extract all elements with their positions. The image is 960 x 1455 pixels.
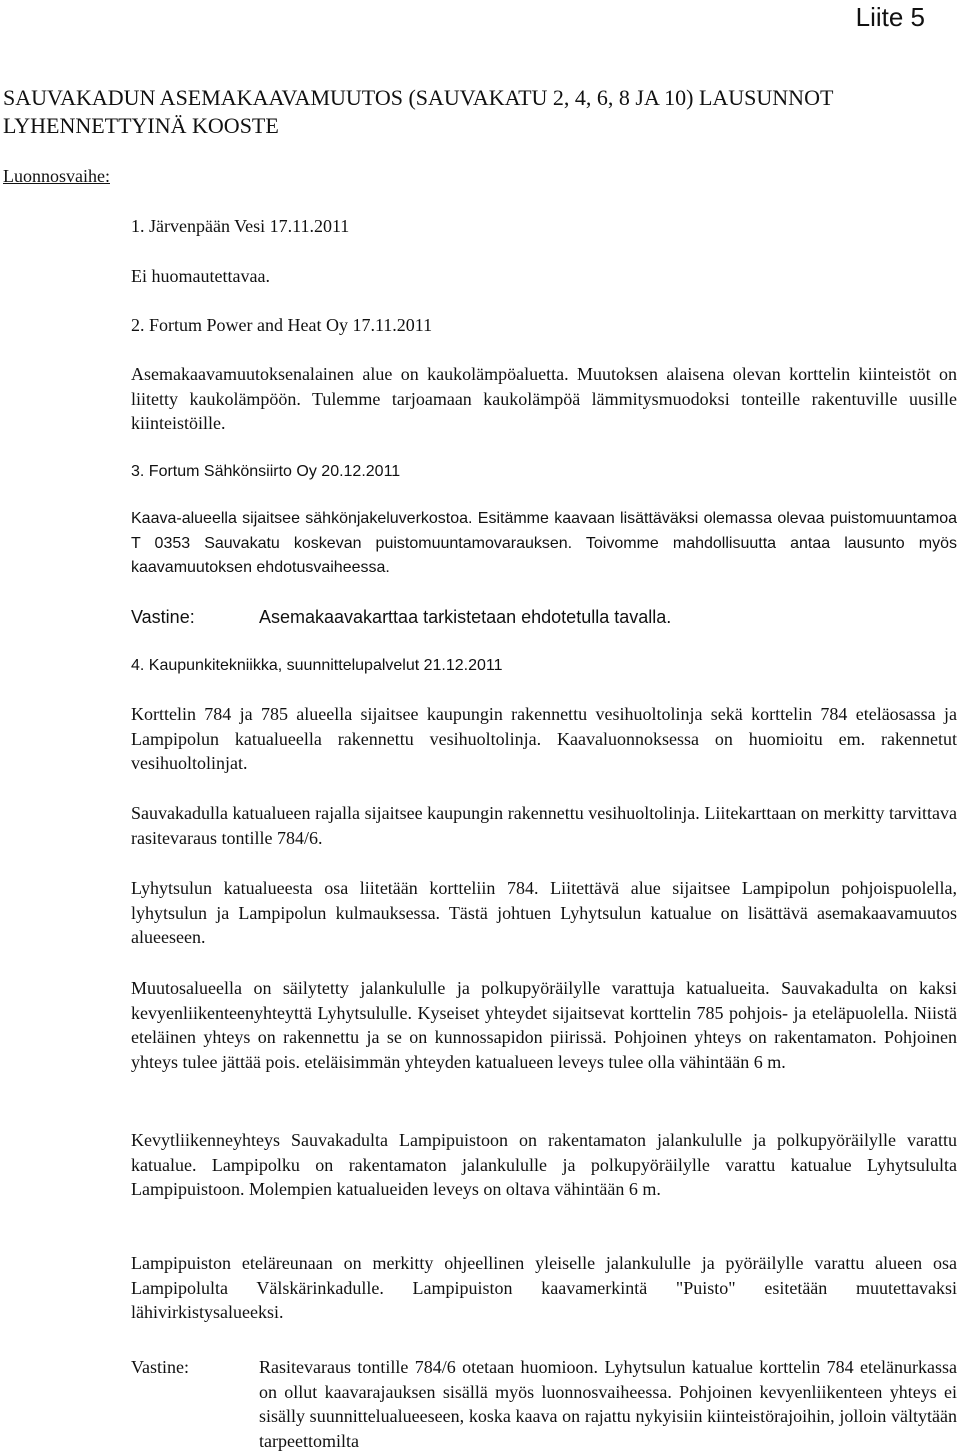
- appendix-number: Liite 5: [855, 2, 925, 32]
- statement-3-heading: 3. Fortum Sähkönsiirto Oy 20.12.2011: [131, 463, 401, 480]
- statement-4-reply-label: Vastine:: [131, 1357, 189, 1377]
- statement-4-reply: Rasitevaraus tontille 784/6 otetaan huomioon. Lyhytsulun katualue korttelin 784 etelänurkassa on ollut kaavarajauksen sisällä myös luonnosvaiheessa. Pohjoinen kevyenliikenteen yhteys ei sisälly suunnittelualueeseen, koska kaava on rajattu nykyisiin kiinteistörajoihin, jolloin vältytään tarpeettomilta: [259, 1357, 957, 1451]
- statement-1-text: Ei huomautettavaa.: [131, 266, 270, 286]
- statement-4-paragraph: Kevytliikenneyhteys Sauvakadulta Lampipuistoon on rakentamaton jalankululle ja polkupyöräilylle varattu katualue. Lampipolku on rakentamaton jalankululle ja polkupyöräilylle varattu katualue Lyhytsululta Lampipuistoon. Molempien katualueiden leveys on oltava vähintään 6 m.: [131, 1130, 957, 1199]
- document-title: SAUVAKADUN ASEMAKAAVAMUUTOS (SAUVAKATU 2, 4, 6, 8 JA 10) LAUSUNNOT LYHENNETTYINÄ KOOSTE: [3, 85, 833, 138]
- statement-4-paragraph: Korttelin 784 ja 785 alueella sijaitsee kaupungin rakennettu vesihuoltolinja sekä korttelin 784 eteläosassa ja Lampipolun katualueella rakennettu vesihuoltolinja. Kaavaluonnoksessa on huomioitu em. rakennetut vesihuoltolinjat.: [131, 704, 957, 773]
- statement-4-paragraph: Lyhytsulun katualueesta osa liitetään kortteliin 784. Liitettävä alue sijaitsee Lampipolun pohjoispuolella, lyhytsulun ja Lampipolun kulmauksessa. Tästä johtuen Lyhytsulun katualue on lisättävä asemakaavamuutos alueeseen.: [131, 878, 957, 947]
- statement-2-heading: 2. Fortum Power and Heat Oy 17.11.2011: [131, 315, 433, 335]
- statement-4-heading: 4. Kaupunkitekniikka, suunnittelupalvelut 21.12.2011: [131, 657, 503, 674]
- statement-3-text: Kaava-alueella sijaitsee sähkönjakeluverkostoa. Esitämme kaavaan lisättäväksi olemassa olevaa puistomuuntamoa T 0353 Sauvakatu koskevan puistomuuntamovarauksen. Toivomme mahdollisuutta antaa lausunto myös kaavamuutoksen ehdotusvaiheessa.: [131, 510, 957, 576]
- statement-2-text: Asemakaavamuutoksenalainen alue on kaukolämpöaluetta. Muutoksen alaisena olevan korttelin kiinteistöt on liitetty kaukolämpöön. Tulemme tarjoamaan kaukolämpöä lämmitysmuodoksi tonteille rakentuville uusille kiinteistöille.: [131, 364, 957, 433]
- statement-3-reply: Asemakaavakarttaa tarkistetaan ehdotetulla tavalla.: [259, 607, 672, 627]
- statement-3-reply-label: Vastine:: [131, 607, 195, 627]
- statement-4-paragraph: Muutosalueella on säilytetty jalankululle ja polkupyöräilylle varattuja katualueita. Sauvakadulta on kaksi kevyenliikenteenyhteyttä Lyhytsululle. Kyseiset yhteydet sijaitsevat korttelin 785 pohjois- ja eteläpuolella. Niistä eteläinen yhteys on rakennettu ja se on kunnossapidon piirissä. Pohjoinen yhteys on rakentamaton. Pohjoinen yhteys tulee jättää pois. eteläisimmän yhteyden katualueen leveys tulee olla vähintään 6 m.: [131, 978, 957, 1072]
- statement-1-heading: 1. Järvenpään Vesi 17.11.2011: [131, 216, 350, 236]
- statement-4-paragraph: Lampipuiston eteläreunaan on merkitty ohjeellinen yleiselle jalankululle ja pyöräilylle varattu alueen osa Lampipolulta Välskärinkadulle. Lampipuiston kaavamerkintä "Puisto" esitetään muutettavaksi lähivirkistysalueeksi.: [131, 1253, 957, 1322]
- statement-4-paragraph: Sauvakadulla katualueen rajalla sijaitsee kaupungin rakennettu vesihuoltolinja. Liitekarttaan on merkitty tarvittava rasitevaraus tontille 784/6.: [131, 803, 957, 848]
- phase-label: Luonnosvaihe:: [3, 166, 110, 186]
